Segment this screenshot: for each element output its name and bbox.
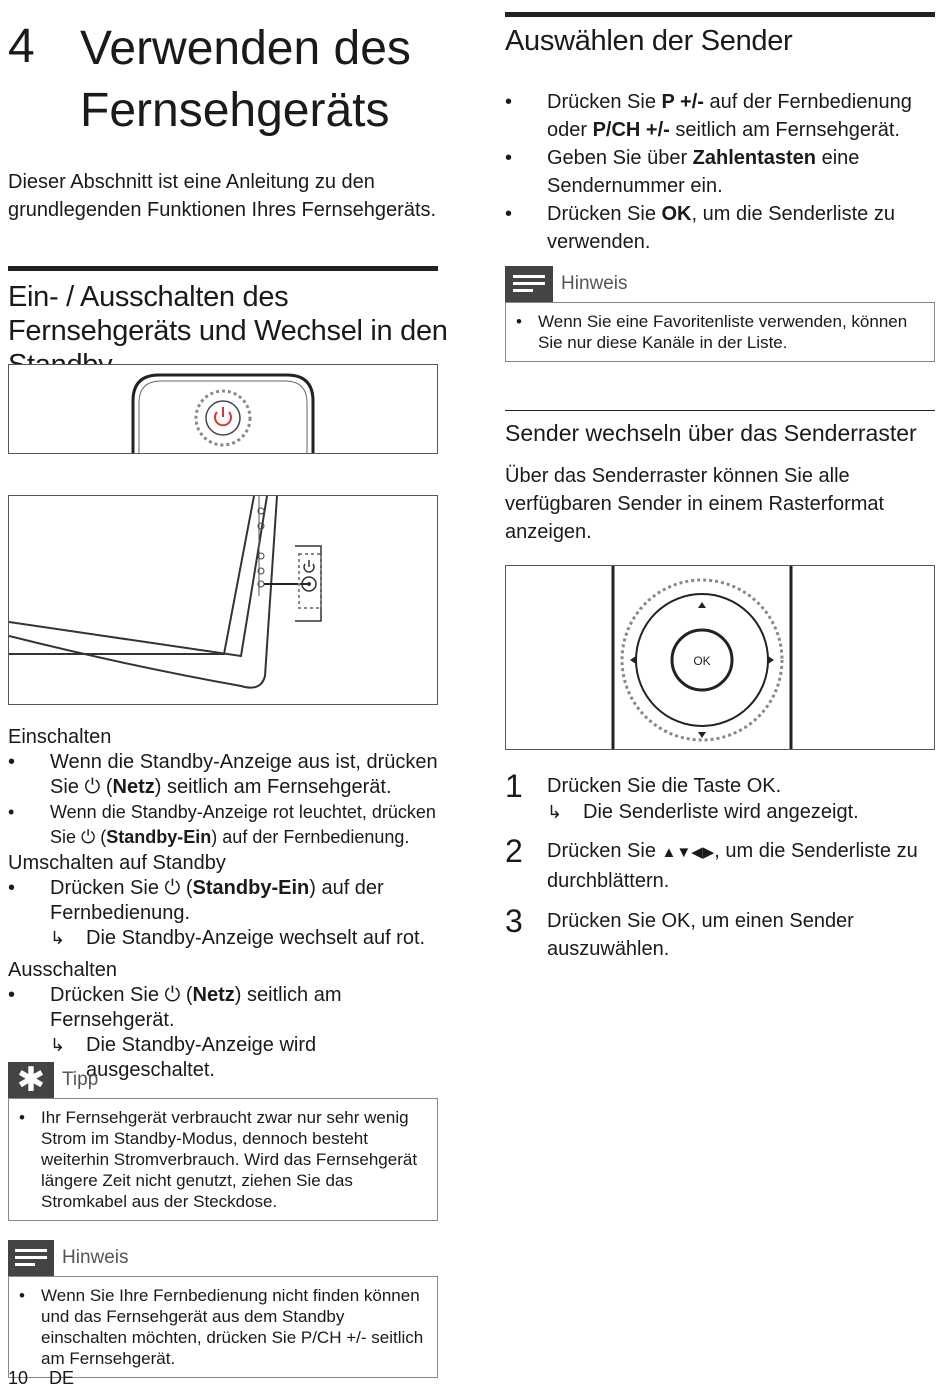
umschalten-title: Umschalten auf Standby — [8, 852, 226, 874]
result-arrow-icon: ↳ — [50, 1035, 66, 1055]
navigation-pad-figure — [505, 565, 935, 750]
step-number: 1 — [505, 768, 523, 804]
arrow-left-icon — [630, 656, 636, 664]
note-lines-icon — [505, 266, 553, 302]
list-item: • Wenn Sie eine Favoritenliste verwenden, können Sie nur diese Kanäle in der Liste. — [516, 311, 924, 353]
section-rule — [505, 12, 935, 17]
result-arrow-icon: ↳ — [547, 802, 563, 822]
step-item: 3 Drücken Sie OK, um einen Sender auszuwählen. — [505, 903, 854, 960]
chapter-number: 4 — [8, 20, 35, 73]
power-heading: Ein- / Ausschalten des Fernsehgeräts und Wechsel in den — [8, 281, 448, 347]
power-icon: ⏻ — [84, 776, 101, 798]
steps-list — [505, 768, 925, 975]
ok-button-label: OK — [693, 654, 711, 668]
power-icon — [304, 560, 314, 572]
tv-side-figure — [8, 495, 438, 705]
list-item: • Drücken Sie OK, um die Senderliste zu verwenden. — [505, 200, 935, 256]
result-line: ↳ Die Standby-Anzeige wechselt auf rot. — [50, 927, 426, 949]
result-arrow-icon: ↳ — [50, 928, 66, 948]
list-item: • Drücken Sie P +/- auf der Fernbedienung oder P/CH +/- seitlich am Fernsehgerät. — [505, 88, 935, 144]
note-label: Hinweis — [62, 1247, 129, 1268]
power-icon: ⏻ — [81, 827, 96, 847]
asterisk-icon: ✱ — [8, 1062, 54, 1098]
grid-intro: Über das Senderraster können Sie alle verfügbaren Sender in einem Rasterformat anzeigen. — [505, 465, 885, 543]
note-box-left — [8, 1240, 438, 1378]
select-list — [505, 88, 935, 256]
footer — [8, 1368, 74, 1389]
grid-heading: Sender wechseln über das Senderraster — [505, 420, 917, 446]
remote-illustration — [9, 365, 438, 454]
list-item: • Wenn Sie Ihre Fernbedienung nicht finden können und das Fernsehgerät aus dem Standby einschalten möchten, drücken Sie P/CH +/- seitlich am Fernsehgerät. — [19, 1285, 427, 1369]
note-lines-icon — [8, 1240, 54, 1276]
step-item: 2 Drücken Sie ▲▼◀▶, um die Senderliste zu durchblättern. — [505, 833, 918, 892]
list-item: • Ihr Fernsehgerät verbraucht zwar nur sehr wenig Strom im Standby-Modus, dennoch besteht weiterhin Stromverbrauch. Wird das Fernsehgerät längere Zeit nicht genutzt, ziehen Sie das Stromkabel aus der Steckdose. — [19, 1107, 427, 1212]
list-item: • Geben Sie über Zahlentasten eine Sendernummer ein. — [505, 144, 935, 200]
select-heading: Auswählen der Sender — [505, 25, 793, 57]
tip-label: Tipp — [62, 1069, 99, 1090]
tv-illustration — [9, 496, 438, 705]
arrow-up-icon — [698, 602, 706, 608]
remote-power-figure — [8, 364, 438, 454]
list-item: • Wenn die Standby-Anzeige aus ist, drücken Sie ⏻ (Netz) seitlich am Fernsehgerät. — [8, 750, 448, 800]
section-rule — [8, 266, 438, 271]
note-box-right — [505, 266, 935, 362]
language-code: DE — [49, 1368, 75, 1388]
arrow-down-icon — [698, 732, 706, 738]
result-line: ↳ Die Standby-Anzeige wird ausgeschaltet. — [50, 1034, 317, 1081]
ausschalten-title: Ausschalten — [8, 959, 117, 981]
step-number: 3 — [505, 903, 523, 939]
chapter-title: Verwenden des Fernsehgeräts — [80, 22, 411, 137]
list-item: • Drücken Sie ⏻ (Standby-Ein) auf der Fernbedienung. — [8, 876, 448, 926]
chapter-intro: Dieser Abschnitt ist eine Anleitung zu den grundlegenden Funktionen Ihres Fernsehgeräts. — [8, 171, 437, 221]
section-rule — [505, 410, 935, 411]
power-icon: ⏻ — [164, 877, 181, 899]
tip-box — [8, 1062, 438, 1221]
navigation-pad-illustration — [506, 566, 935, 750]
power-icon: ⏻ — [164, 984, 181, 1006]
power-instructions — [8, 724, 448, 1083]
arrow-right-icon — [768, 656, 774, 664]
result-line: ↳ Die Senderliste wird angezeigt. — [547, 801, 859, 823]
note-label: Hinweis — [561, 273, 628, 294]
step-item: 1 Drücken Sie die Taste OK. ↳ Die Senderliste wird angezeigt. — [505, 772, 925, 825]
list-item: • Wenn die Standby-Anzeige rot leuchtet, drücken Sie ⏻ (Standby-Ein) auf der Fernbedienung. — [8, 800, 448, 850]
einschalten-title: Einschalten — [8, 726, 112, 748]
step-number: 2 — [505, 833, 523, 869]
page-number: 10 — [8, 1368, 29, 1388]
list-item: • Drücken Sie ⏻ (Netz) seitlich am Fernsehgerät. — [8, 983, 448, 1033]
